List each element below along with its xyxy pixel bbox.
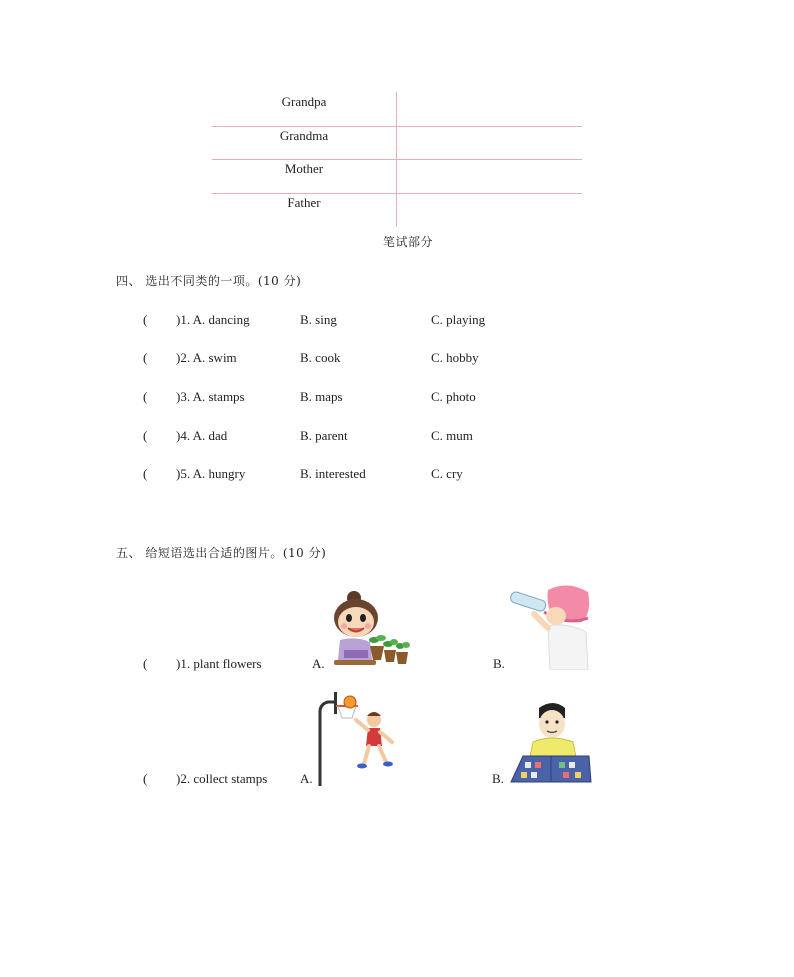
table-cell-father: Father	[287, 195, 321, 210]
question-option-a: )2. A. swim	[176, 350, 237, 365]
table-row-line	[212, 126, 582, 127]
option-a-label: A.	[312, 656, 325, 671]
section4-heading: 四、 选出不同类的一项。(10 分)	[116, 274, 302, 288]
answer-paren[interactable]: (	[143, 350, 148, 365]
question-option-c: C. mum	[431, 428, 473, 443]
question-option-c: C. cry	[431, 466, 463, 481]
family-table	[212, 92, 582, 227]
question-option-b: B. maps	[300, 389, 343, 404]
kid-drinking-image	[508, 582, 592, 670]
question-option-a: )5. A. hungry	[176, 466, 246, 481]
question-option-c: C. hobby	[431, 350, 479, 365]
table-cell-mother: Mother	[284, 161, 324, 176]
table-cell-grandma: Grandma	[279, 128, 329, 143]
written-part-title: 笔试部分	[383, 235, 434, 249]
answer-paren[interactable]: (	[143, 428, 148, 443]
table-row-line	[212, 159, 582, 160]
question-option-a: )4. A. dad	[176, 428, 228, 443]
option-b-label: B.	[492, 771, 504, 786]
section5-heading: 五、 给短语选出合适的图片。(10 分)	[116, 546, 327, 560]
question-option-a: )3. A. stamps	[176, 389, 245, 404]
answer-paren[interactable]: (	[143, 656, 148, 671]
girl-planting-flowers-image	[326, 588, 412, 668]
table-cell-grandpa: Grandpa	[281, 94, 327, 109]
answer-paren[interactable]: (	[143, 771, 148, 786]
question-option-b: B. sing	[300, 312, 337, 327]
question-option-b: B. interested	[300, 466, 366, 481]
kid-playing-basketball-image	[314, 690, 398, 786]
table-row-line	[212, 193, 582, 194]
answer-paren[interactable]: (	[143, 466, 148, 481]
question-option-a: )1. A. dancing	[176, 312, 250, 327]
option-b-label: B.	[493, 656, 505, 671]
phrase-collect-stamps: )2. collect stamps	[176, 771, 268, 786]
answer-paren[interactable]: (	[143, 312, 148, 327]
phrase-plant-flowers: )1. plant flowers	[176, 656, 262, 671]
answer-paren[interactable]: (	[143, 389, 148, 404]
question-option-c: C. photo	[431, 389, 476, 404]
question-option-b: B. cook	[300, 350, 341, 365]
question-option-b: B. parent	[300, 428, 348, 443]
option-a-label: A.	[300, 771, 313, 786]
boy-stamp-album-image	[507, 700, 593, 786]
question-option-c: C. playing	[431, 312, 486, 327]
